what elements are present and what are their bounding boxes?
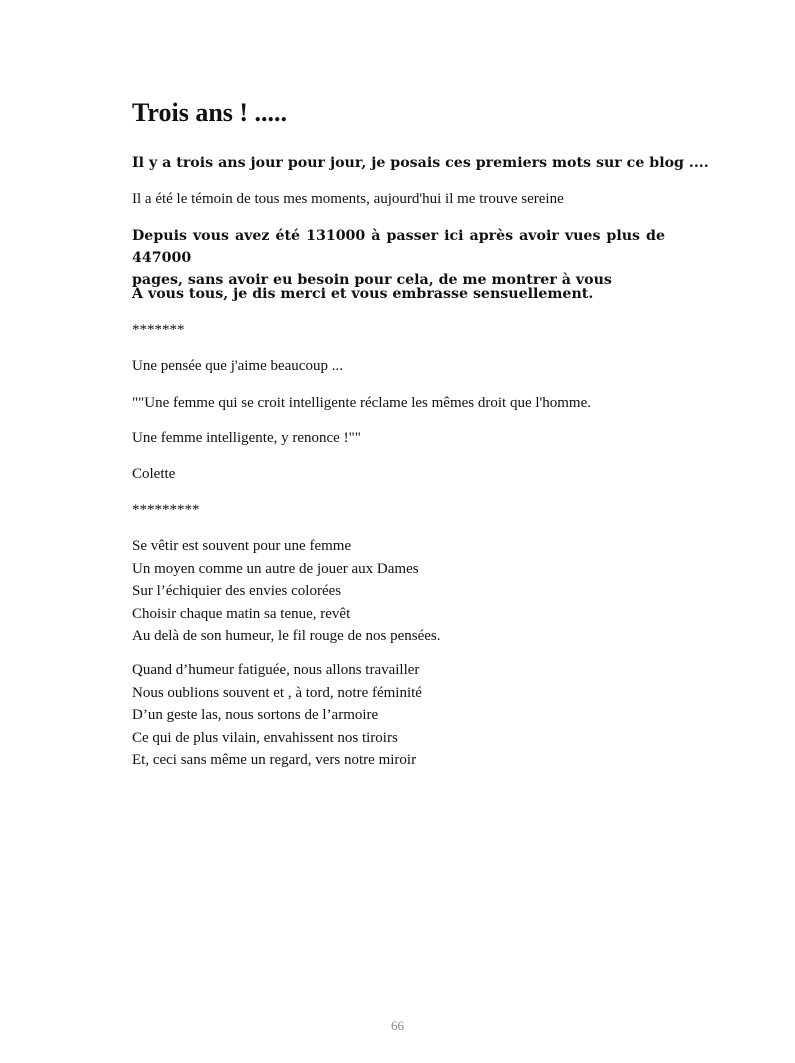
poem-line: Un moyen comme un autre de jouer aux Dames — [132, 560, 419, 577]
poem-line: Et, ceci sans même un regard, vers notre miroir — [132, 752, 417, 768]
poem-line: Au delà de son humeur, le fil rouge de nos pensées. — [132, 628, 441, 644]
paragraph-thanks: A vous tous, je dis merci et vous embrasse sensuellement. — [132, 286, 594, 302]
quote-line-2: Une femme intelligente, y renonce !"" — [132, 430, 361, 446]
separator-stars-1: ******* — [132, 322, 185, 338]
quote-line-1: ""Une femme qui se croit intelligente réclame les mêmes droit que l'homme. — [132, 395, 591, 411]
paragraph-thought: Une pensée que j'aime beaucoup ... — [132, 358, 343, 374]
poem-line: Se vêtir est souvent pour une femme — [132, 538, 352, 554]
poem-line: Nous oublions souvent et , à tord, notre féminité — [132, 684, 422, 701]
page-number: 66 — [391, 1018, 404, 1033]
poem-stanza-2 — [132, 659, 422, 772]
poem-line: Quand d’humeur fatiguée, nous allons travailler — [132, 662, 420, 678]
poem-line: D’un geste las, nous sortons de l’armoire — [132, 707, 379, 723]
paragraph-witness: Il a été le témoin de tous mes moments, aujourd'hui il me trouve sereine — [132, 191, 564, 207]
paragraph-visitors-line-2: pages, sans avoir eu besoin pour cela, de me montrer à vous — [132, 272, 612, 288]
paragraph-anniversary: Il y a trois ans jour pour jour, je posais ces premiers mots sur ce blog .... — [132, 155, 709, 171]
separator-stars-2: ********* — [132, 502, 200, 518]
paragraph-visitors-line-1: Depuis vous avez été 131000 à passer ici après avoir vues plus de 447000 — [132, 228, 665, 266]
quote-author: Colette — [132, 466, 176, 482]
paragraph-visitors — [132, 225, 665, 291]
poem-line: Choisir chaque matin sa tenue, revêt — [132, 605, 351, 622]
poem-line: Ce qui de plus vilain, envahissent nos tiroirs — [132, 729, 398, 746]
poem-line: Sur l’échiquier des envies colorées — [132, 583, 342, 599]
page-title: Trois ans ! ..... — [132, 98, 288, 127]
poem-stanza-1 — [132, 535, 440, 648]
